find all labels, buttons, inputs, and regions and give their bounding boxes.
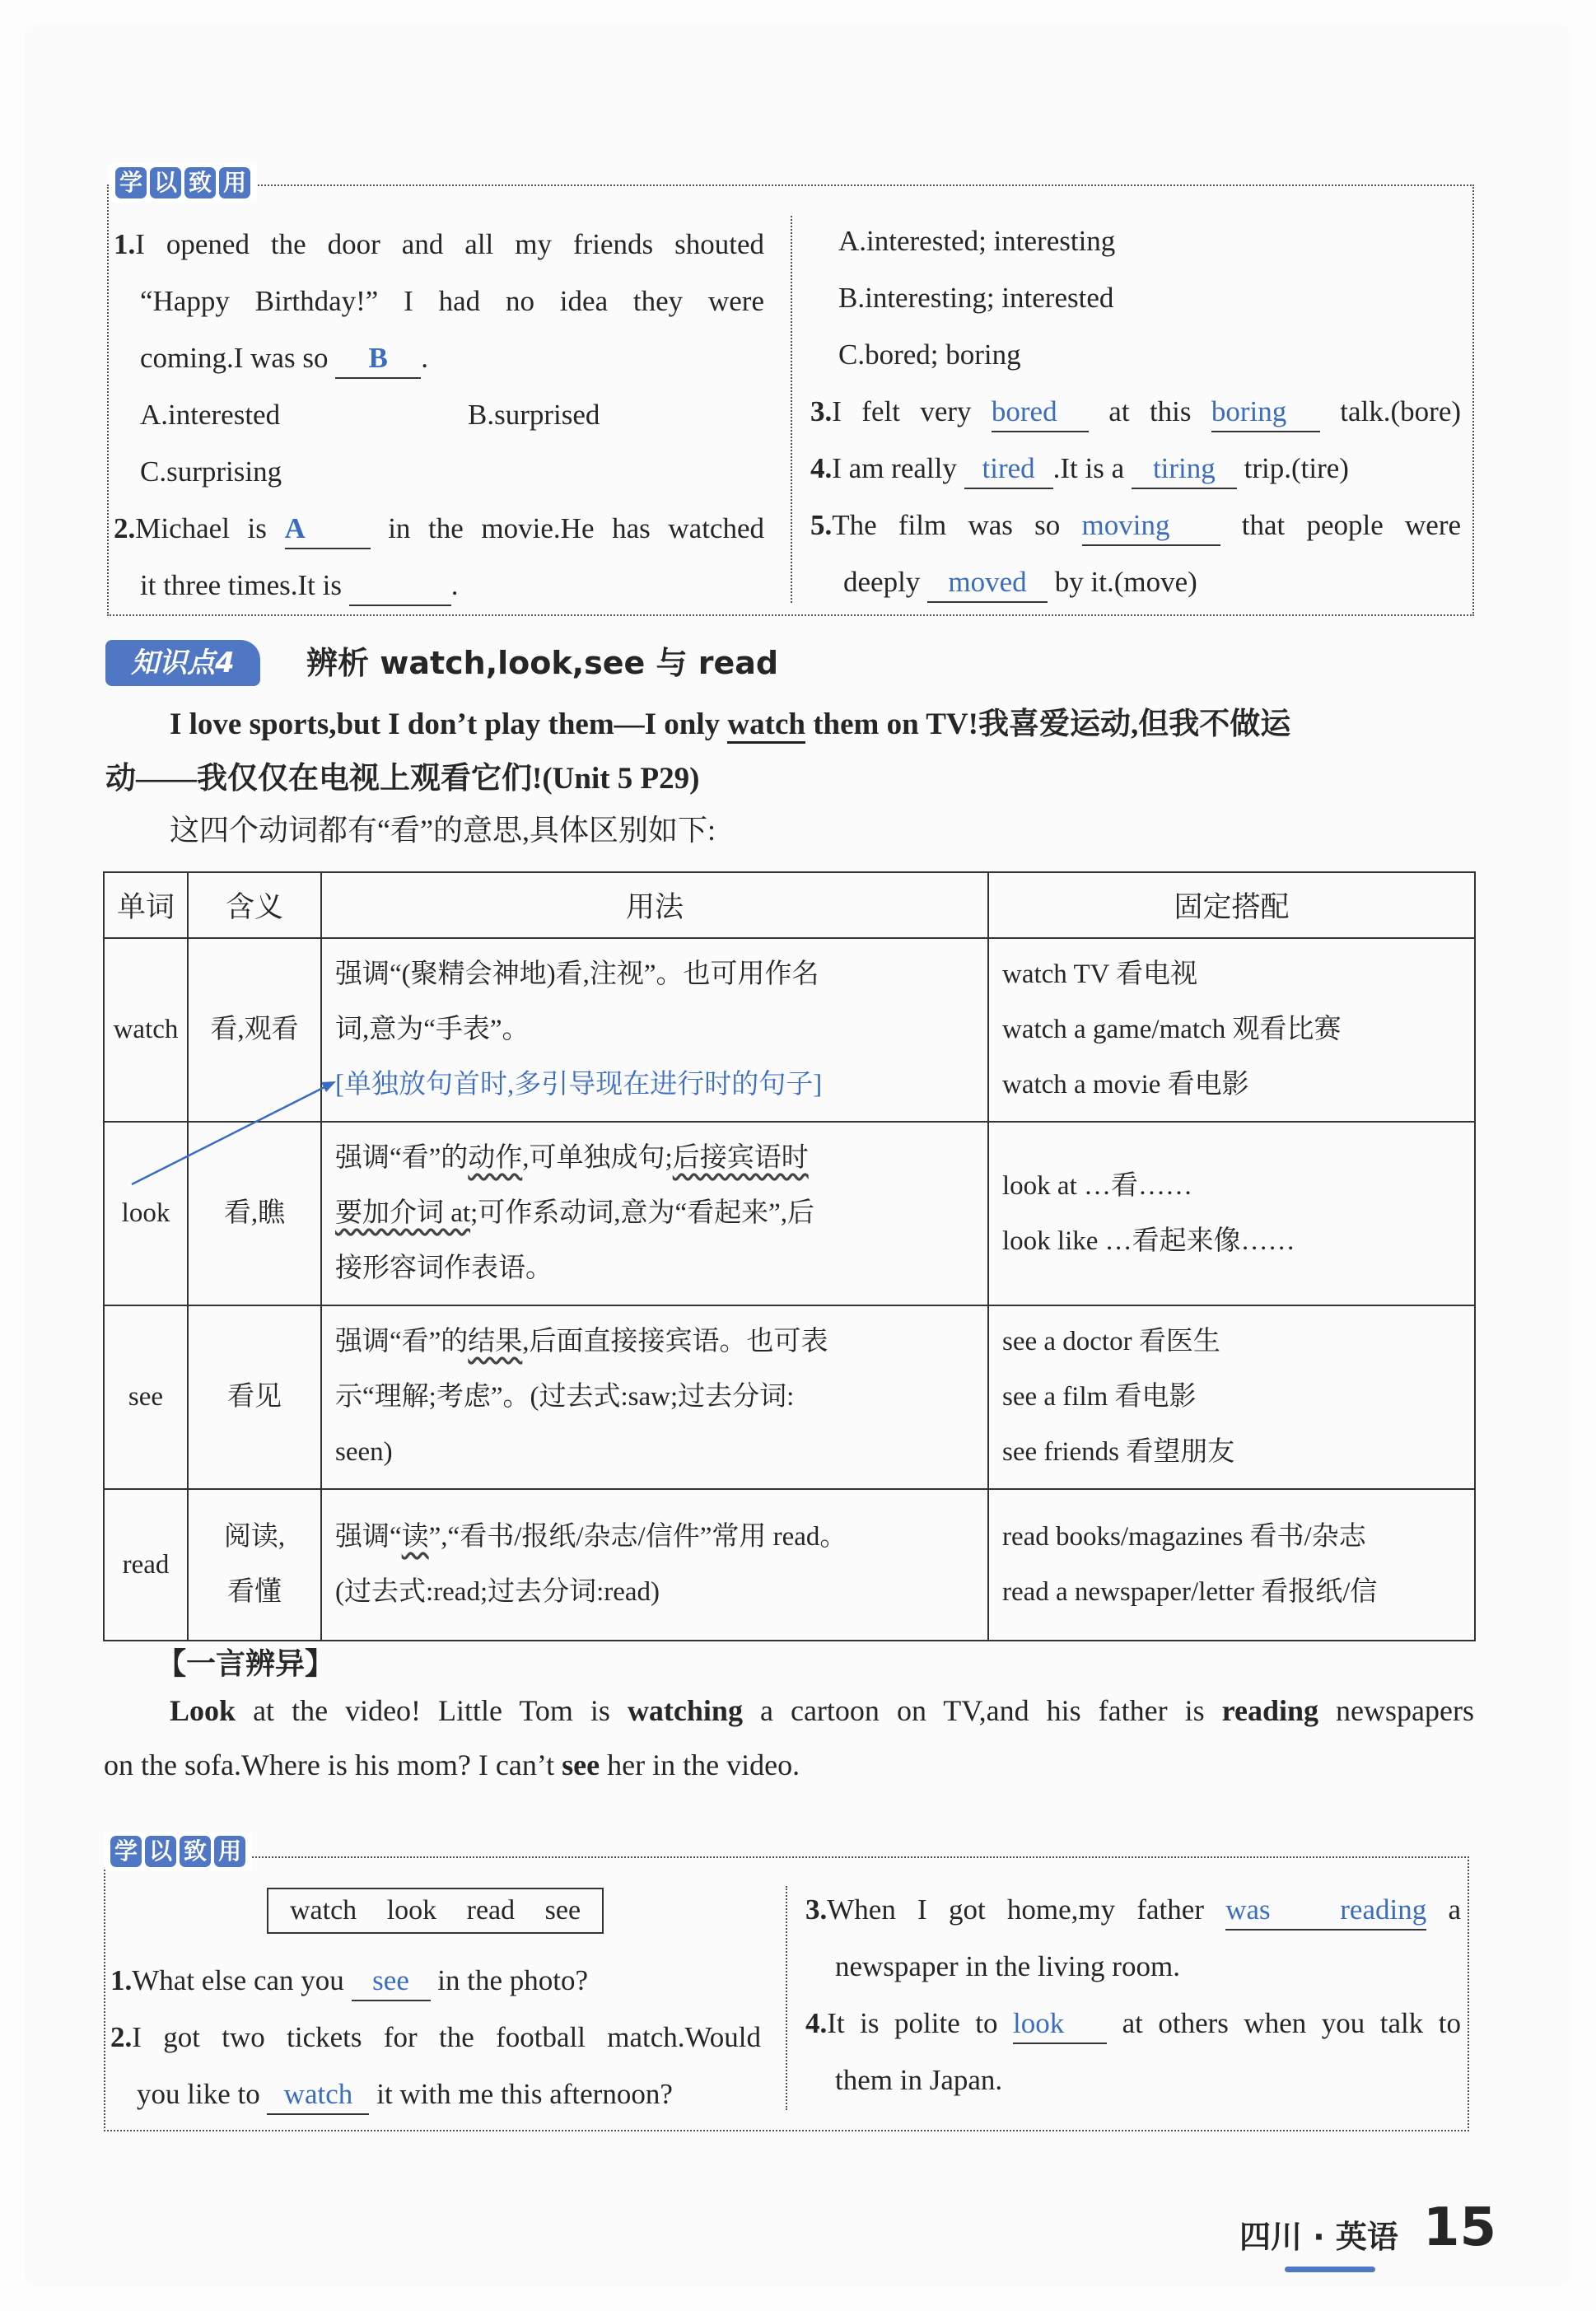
practice2-right-column bbox=[805, 1881, 1461, 2108]
q2-line2: it three times.It is . bbox=[114, 557, 764, 614]
q2-option-c: C.bored; boring bbox=[838, 338, 1021, 371]
badge-char: 学 bbox=[115, 167, 147, 198]
example-sentence-line1: I love sports,but I don’t play them—I only watch them on TV!我喜爱运动,但我不做运 bbox=[170, 698, 1290, 743]
footer-accent-bar bbox=[1285, 2267, 1375, 2272]
collocation-cell: read books/magazines 看书/杂志 read a newspaper/letter 看报纸/信 bbox=[988, 1489, 1475, 1641]
word-cell: watch bbox=[104, 938, 188, 1122]
q5-line2: deeply moved by it.(move) bbox=[810, 553, 1461, 610]
q1-line2: “Happy Birthday!” I had no idea they were bbox=[140, 285, 764, 317]
word-cell: look bbox=[104, 1122, 188, 1305]
badge-char: 致 bbox=[180, 1836, 211, 1867]
column-header: 用法 bbox=[321, 872, 988, 938]
intro-text: 这四个动词都有“看”的意思,具体区别如下: bbox=[170, 814, 716, 847]
p2-q4-line2: them in Japan. bbox=[835, 2064, 1003, 2096]
meaning-cell: 看,瞧 bbox=[188, 1122, 321, 1305]
usage-cell: 强调“看”的动作,可单独成句;后接宾语时 要加介词 at;可作系动词,意为“看起来”,后 接形容词作表语。 bbox=[321, 1122, 988, 1305]
word-bank-item: watch bbox=[290, 1895, 357, 1926]
p2-q3-line2: newspaper in the living room. bbox=[835, 1950, 1180, 1982]
word-bank-item: look bbox=[386, 1895, 437, 1926]
q5-line1: 5.The film was so moving that people were bbox=[810, 497, 1461, 553]
badge-char: 学 bbox=[110, 1836, 142, 1867]
q3-line: 3.I felt very bored at this boring talk.(bore) bbox=[810, 383, 1461, 440]
q1-line3: coming.I was so B . bbox=[114, 329, 764, 386]
p2-q1-line: 1.What else can you see in the photo? bbox=[110, 1952, 761, 2009]
q2-option-a: A.interested; interesting bbox=[838, 225, 1116, 257]
badge-char: 致 bbox=[184, 167, 216, 198]
p2-q3-line1: 3.When I got home,my father was reading a bbox=[805, 1881, 1461, 1938]
column-header: 单词 bbox=[104, 872, 188, 938]
answer-blank[interactable]: was reading bbox=[1225, 1891, 1426, 1931]
answer-blank[interactable]: moved bbox=[927, 563, 1048, 603]
usage-cell: 强调“看”的结果,后面直接接宾语。也可表 示“理解;考虑”。(过去式:saw;过去分词: seen) bbox=[321, 1305, 988, 1489]
question-number: 1. bbox=[114, 228, 136, 260]
word-bank-row bbox=[110, 1888, 761, 1952]
answer-blank[interactable]: tiring bbox=[1132, 450, 1237, 489]
badge-char: 以 bbox=[150, 167, 181, 198]
meaning-cell: 看,观看 bbox=[188, 938, 321, 1122]
knowledge-point-title: 辨析 watch,look,see 与 read bbox=[306, 645, 779, 681]
option-b: B.surprised bbox=[468, 399, 600, 431]
usage-cell: 强调“(聚精会神地)看,注视”。也可用作名 词,意为“手表”。 [单独放句首时,多引导现在进行时的句子] bbox=[321, 938, 988, 1122]
word-bank-item: read bbox=[466, 1895, 516, 1926]
column-header: 固定搭配 bbox=[988, 872, 1475, 938]
word-cell: see bbox=[104, 1305, 188, 1489]
option-a: A.interested bbox=[140, 399, 281, 431]
q1-option-c: C.surprising bbox=[140, 455, 282, 488]
annotation-note: [单独放句首时,多引导现在进行时的句子] bbox=[335, 1070, 823, 1099]
q1-line1: 1.I opened the door and all my friends shouted bbox=[114, 228, 764, 260]
distinguish-line1: Look at the video! Little Tom is watching a cartoon on TV,and his father is reading newspapers bbox=[170, 1694, 1474, 1727]
practice2-left-column bbox=[110, 1888, 761, 2122]
knowledge-point-tag: 知识点4 bbox=[105, 640, 260, 686]
answer-blank[interactable]: boring bbox=[1211, 393, 1320, 432]
question-number: 2. bbox=[114, 512, 136, 544]
p2-q2-line2: you like to watch it with me this afternoon? bbox=[110, 2066, 761, 2122]
q4-line: 4.I am really tired .It is a tiring trip.(tire) bbox=[810, 440, 1461, 497]
column-header: 含义 bbox=[188, 872, 321, 938]
meaning-cell: 看见 bbox=[188, 1305, 321, 1489]
answer-blank[interactable]: look bbox=[1013, 2005, 1107, 2044]
answer-blank[interactable]: B bbox=[335, 339, 421, 379]
p2-q2-line1: 2.I got two tickets for the football match.Would bbox=[110, 2021, 761, 2053]
answer-blank[interactable]: bored bbox=[992, 393, 1089, 432]
practice-divider-2 bbox=[786, 1886, 787, 2110]
answer-blank[interactable]: A bbox=[285, 510, 371, 549]
word-bank bbox=[267, 1888, 604, 1934]
answer-blank[interactable]: watch bbox=[267, 2075, 369, 2115]
q2-line1: 2.Michael is A in the movie.He has watched bbox=[114, 500, 764, 557]
badge-char: 用 bbox=[219, 167, 250, 198]
collocation-cell: watch TV 看电视 watch a game/match 观看比赛 watch a movie 看电影 bbox=[988, 938, 1475, 1122]
footer-label: 四川 · 英语 bbox=[1239, 2219, 1398, 2255]
answer-blank[interactable]: tired bbox=[964, 450, 1053, 489]
q2-option-b: B.interesting; interested bbox=[838, 282, 1114, 314]
distinguish-line2: on the sofa.Where is his mom? I can’t see her in the video. bbox=[104, 1748, 800, 1781]
usage-cell: 强调“读”,“看书/报纸/杂志/信件”常用 read。 (过去式:read;过去分词:read) bbox=[321, 1489, 988, 1641]
word-bank-item: see bbox=[544, 1895, 581, 1926]
collocation-cell: see a doctor 看医生 see a film 看电影 see friends 看望朋友 bbox=[988, 1305, 1475, 1489]
collocation-cell: look at …看…… look like …看起来像…… bbox=[988, 1122, 1475, 1305]
page-number: 15 bbox=[1423, 2197, 1497, 2258]
badge-char: 用 bbox=[214, 1836, 245, 1867]
answer-blank[interactable]: see bbox=[352, 1962, 431, 2001]
badge-char: 以 bbox=[145, 1836, 176, 1867]
meaning-cell: 阅读, 看懂 bbox=[188, 1489, 321, 1641]
example-sentence-line2: 动——我仅仅在电视上观看它们!(Unit 5 P29) bbox=[105, 762, 700, 796]
practice-badge-2 bbox=[104, 1832, 252, 1871]
word-cell: read bbox=[104, 1489, 188, 1641]
distinguish-heading: 【一言辨异】 bbox=[156, 1647, 335, 1681]
answer-blank[interactable]: moving bbox=[1082, 507, 1220, 546]
p2-q4-line1: 4.It is polite to look at others when you talk to bbox=[805, 1995, 1461, 2052]
